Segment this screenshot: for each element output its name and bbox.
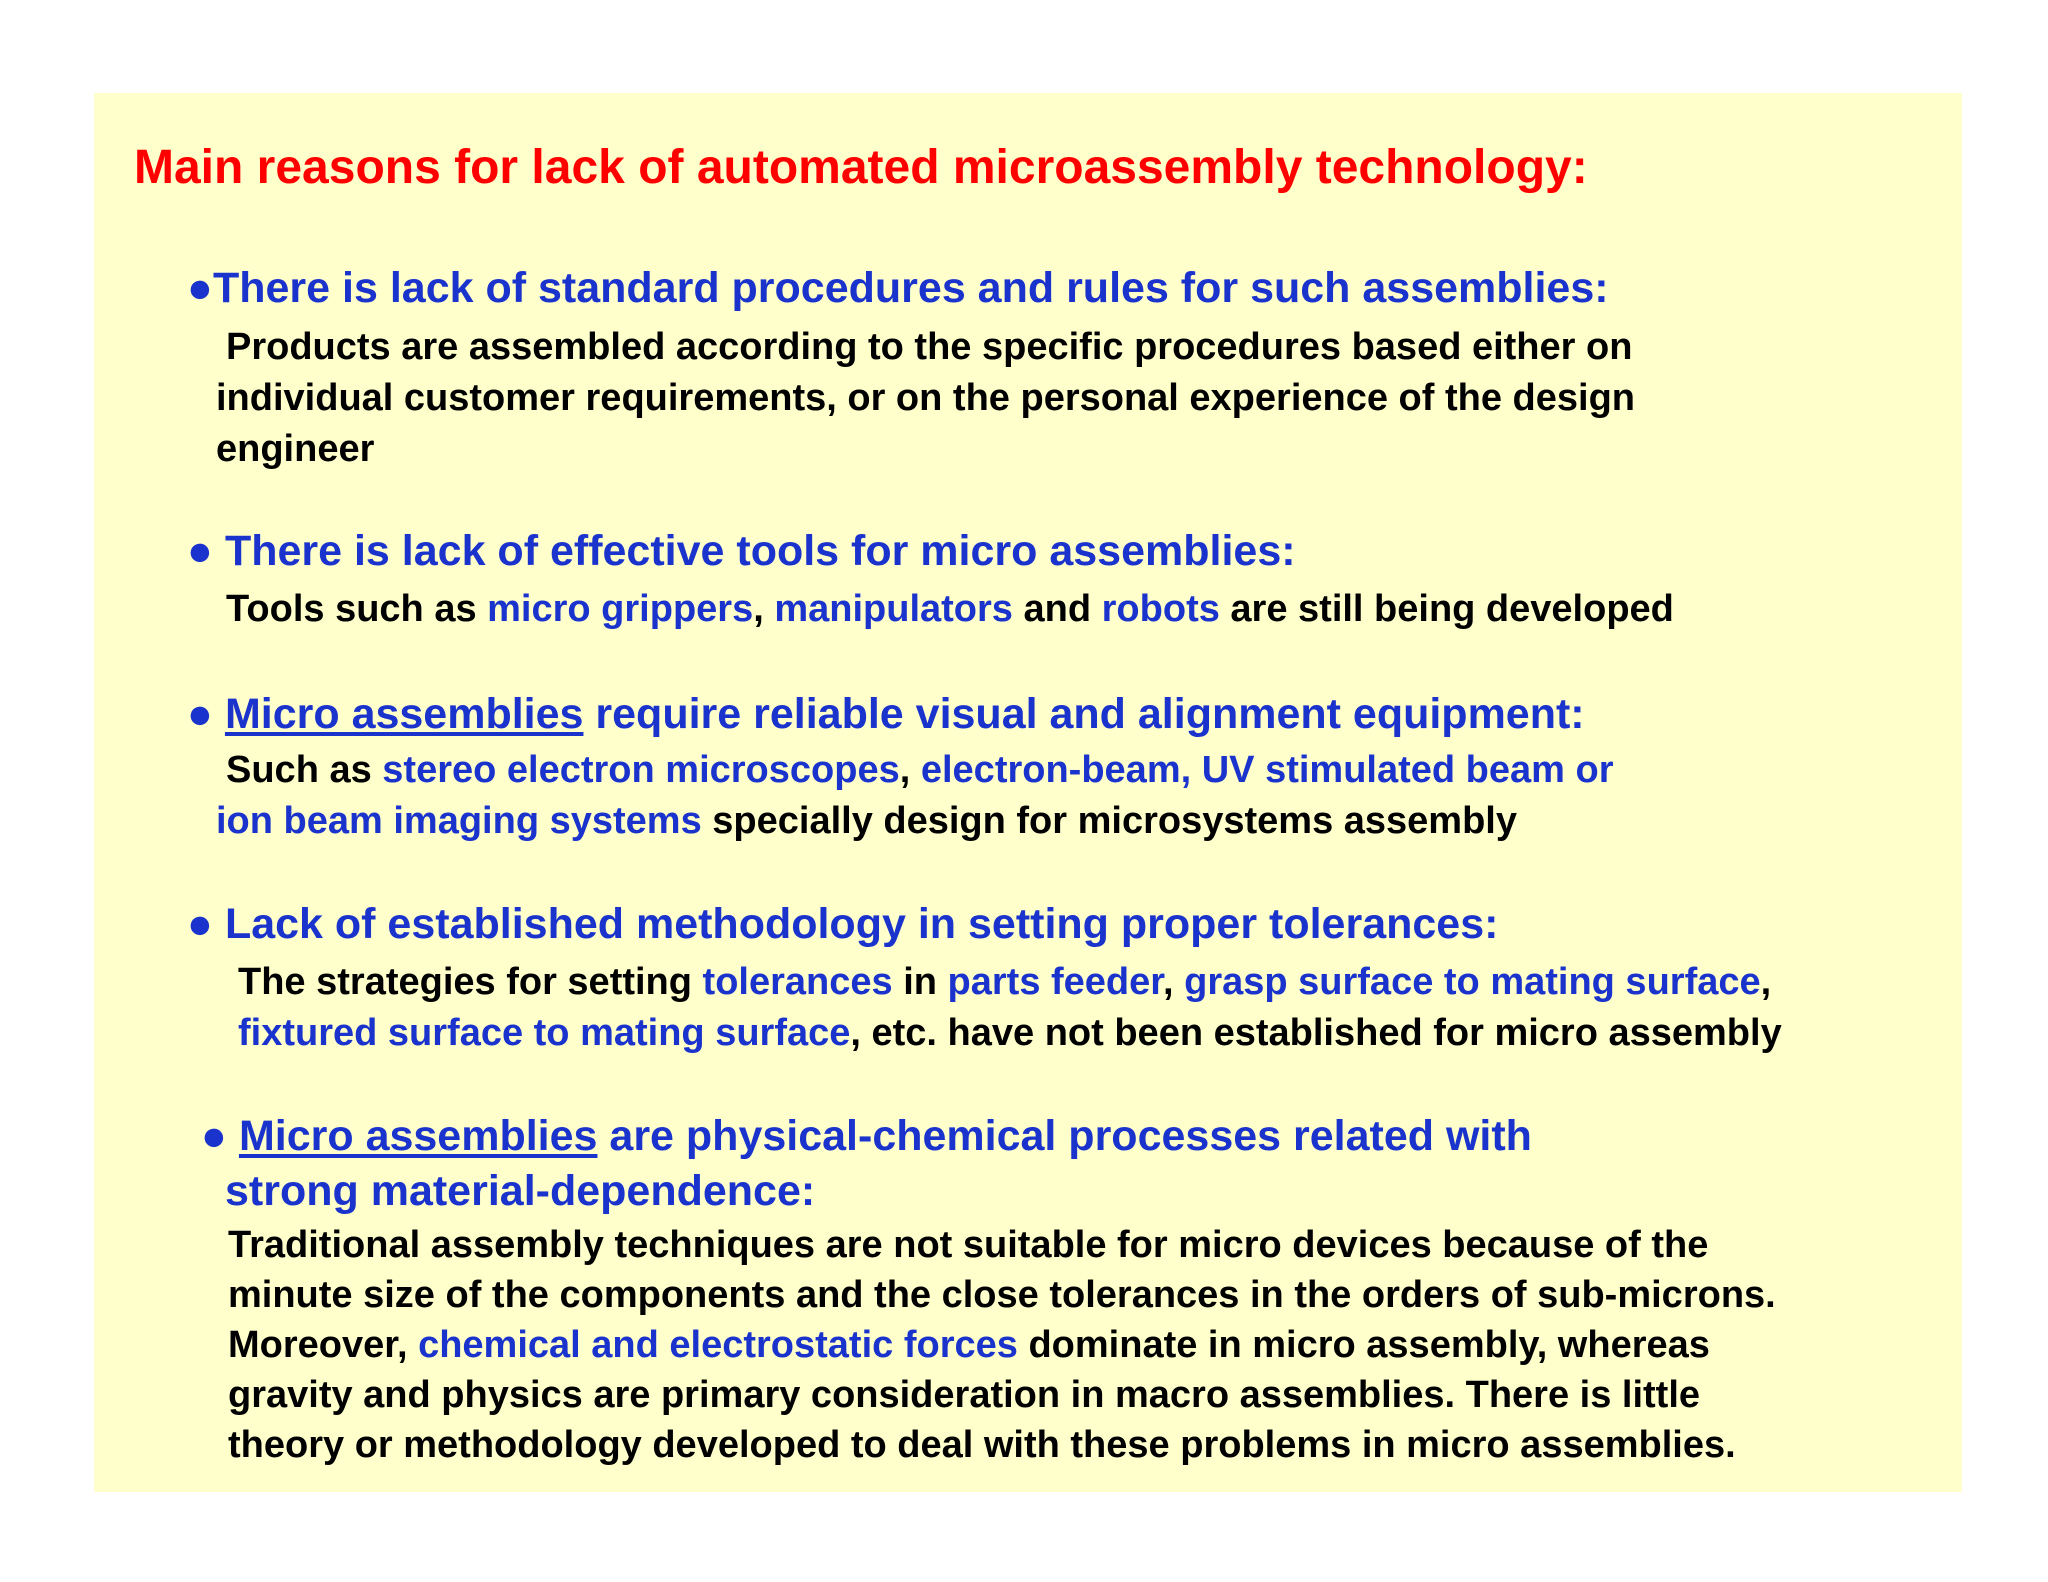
text-run: are still being developed [1219,588,1674,630]
highlight-parts-feeder: parts feeder [947,961,1163,1003]
item-1-text-line: engineer [216,428,375,470]
text-run: specially design for microsystems assembly [701,800,1517,842]
bullet-item-3-heading [187,688,1585,740]
bullet-icon: ● [187,900,213,948]
bullet-item-1-heading [187,262,1609,314]
item-4-text-line [238,957,1771,1008]
item-1-text-line: individual customer requirements, or on the personal experience of the design [216,377,1635,419]
text-run: Moreover, [228,1324,419,1366]
text-run: in [892,961,948,1003]
heading-text: require reliable visual and alignment equipment: [583,690,1585,738]
highlight-fixtured-surface: fixtured surface to mating surface [238,1012,851,1054]
micro-assemblies-link[interactable]: Micro assemblies [224,690,584,738]
text-run: and [1012,588,1102,630]
item-5-text-line: minute size of the components and the close tolerances in the orders of sub-microns. [228,1274,1776,1316]
item-5-text-line [228,1320,1710,1371]
text-run: , [1760,961,1772,1003]
text-run: Tools such as [226,588,488,630]
item-5-text-line: theory or methodology developed to deal with these problems in micro assemblies. [228,1424,1736,1466]
item-3-text-line [216,796,1517,847]
highlight-electron-beam: electron-beam, UV stimulated beam or [920,749,1614,791]
bullet-icon: ● [187,690,213,738]
highlight-micro-grippers: micro grippers [487,588,754,630]
micro-assemblies-link[interactable]: Micro assemblies [238,1112,598,1160]
bullet-item-4-heading [187,898,1498,950]
item-1-text-line: Products are assembled according to the specific procedures based either on [226,326,1633,368]
highlight-stereo-electron-microscopes: stereo electron microscopes [382,749,900,791]
item-4-text-line [238,1008,1782,1059]
highlight-tolerances: tolerances [702,961,893,1003]
highlight-manipulators: manipulators [774,588,1013,630]
text-run: dominate in micro assembly, whereas [1017,1324,1710,1366]
heading-text: are physical-chemical processes related with [597,1112,1532,1160]
bullet-item-2-heading [187,525,1296,577]
text-run: , etc. have not been established for micro assembly [850,1012,1782,1054]
text-run: , [899,749,921,791]
item-3-text-line [226,745,1614,796]
highlight-robots: robots [1101,588,1220,630]
text-run: , [1162,961,1185,1003]
bullet-icon: ● [187,264,213,312]
text-run: Such as [226,749,383,791]
text-run: The strategies for setting [238,961,703,1003]
item-5-text-line: gravity and physics are primary consideration in macro assemblies. There is little [228,1374,1701,1416]
slide-title: Main reasons for lack of automated microassembly technology: [134,141,1588,194]
bullet-icon: ● [187,527,213,575]
highlight-ion-beam-imaging: ion beam imaging systems [216,800,702,842]
item-5-text-line: Traditional assembly techniques are not suitable for micro devices because of the [228,1224,1709,1266]
heading-text: There is lack of standard procedures and rules for such assemblies: [212,264,1609,312]
text-run: , [753,588,775,630]
heading-text: There is lack of effective tools for micro assemblies: [224,527,1296,575]
highlight-grasp-surface: grasp surface to mating surface [1184,961,1761,1003]
bullet-icon: ● [201,1112,227,1160]
heading-text: Lack of established methodology in setting proper tolerances: [224,900,1499,948]
highlight-chemical-electrostatic-forces: chemical and electrostatic forces [418,1324,1018,1366]
bullet-item-5-heading-line-2: strong material-dependence: [225,1167,816,1215]
item-2-text-line [226,584,1674,635]
bullet-item-5-heading [201,1110,1532,1162]
